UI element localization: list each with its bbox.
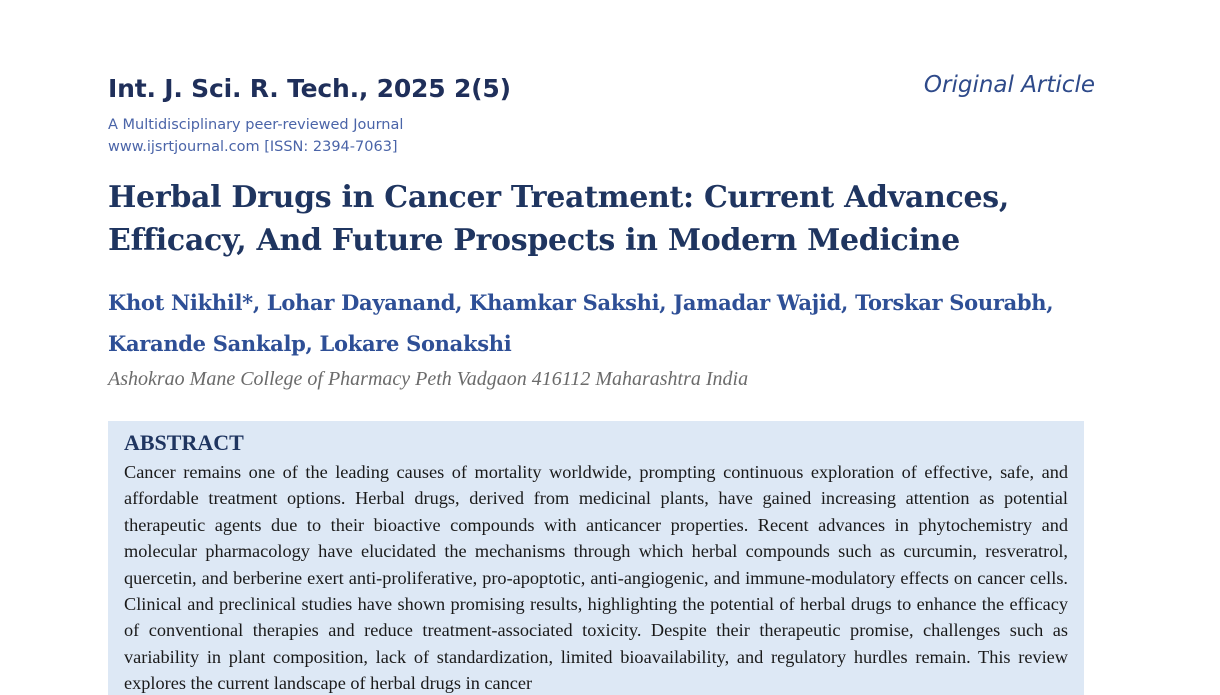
author-affiliation: Ashokrao Mane College of Pharmacy Peth Vadgaon 416112 Maharashtra India <box>108 368 749 390</box>
article-title: Herbal Drugs in Cancer Treatment: Current Advances, Efficacy, And Future Prospects in Modern Medicine <box>108 180 1009 258</box>
article-type-label: Original Article <box>923 72 1095 98</box>
author-list: Khot Nikhil*, Lohar Dayanand, Khamkar Sakshi, Jamadar Wajid, Torskar Sourabh, Karande Sankalp, Lokare Sonakshi <box>108 290 1054 356</box>
journal-info <box>108 114 403 158</box>
abstract-section <box>108 421 1084 695</box>
journal-tagline: A Multidisciplinary peer-reviewed Journal <box>108 117 404 133</box>
abstract-heading: ABSTRACT <box>124 430 244 455</box>
journal-title: Int. J. Sci. R. Tech., 2025 2(5) <box>108 74 511 103</box>
abstract-body: Cancer remains one of the leading causes of mortality worldwide, prompting continuous exploration of effective, safe, and affordable treatment options. Herbal drugs, derived from medicinal plants, have gained increasing attention as potential therapeutic agents due to their bioactive compounds with anticancer properties. Recent advances in phytochemistry and molecular pharmacology have elucidated the mechanisms through which herbal compounds such as curcumin, resveratrol, quercetin, and berberine exert anti-proliferative, pro-apoptotic, anti-angiogenic, and immune-modulatory effects on cancer cells. Clinical and preclinical studies have shown promising results, highlighting the potential of herbal drugs to enhance the efficacy of conventional therapies and reduce treatment-associated toxicity. Despite their therapeutic promise, challenges such as variability in plant composition, lack of standardization, limited bioavailability, and regulatory hurdles remain. This review explores the current landscape of herbal drugs in cancer <box>124 462 1068 694</box>
journal-website[interactable]: www.ijsrtjournal.com [ISSN: 2394-7063] <box>108 139 398 155</box>
